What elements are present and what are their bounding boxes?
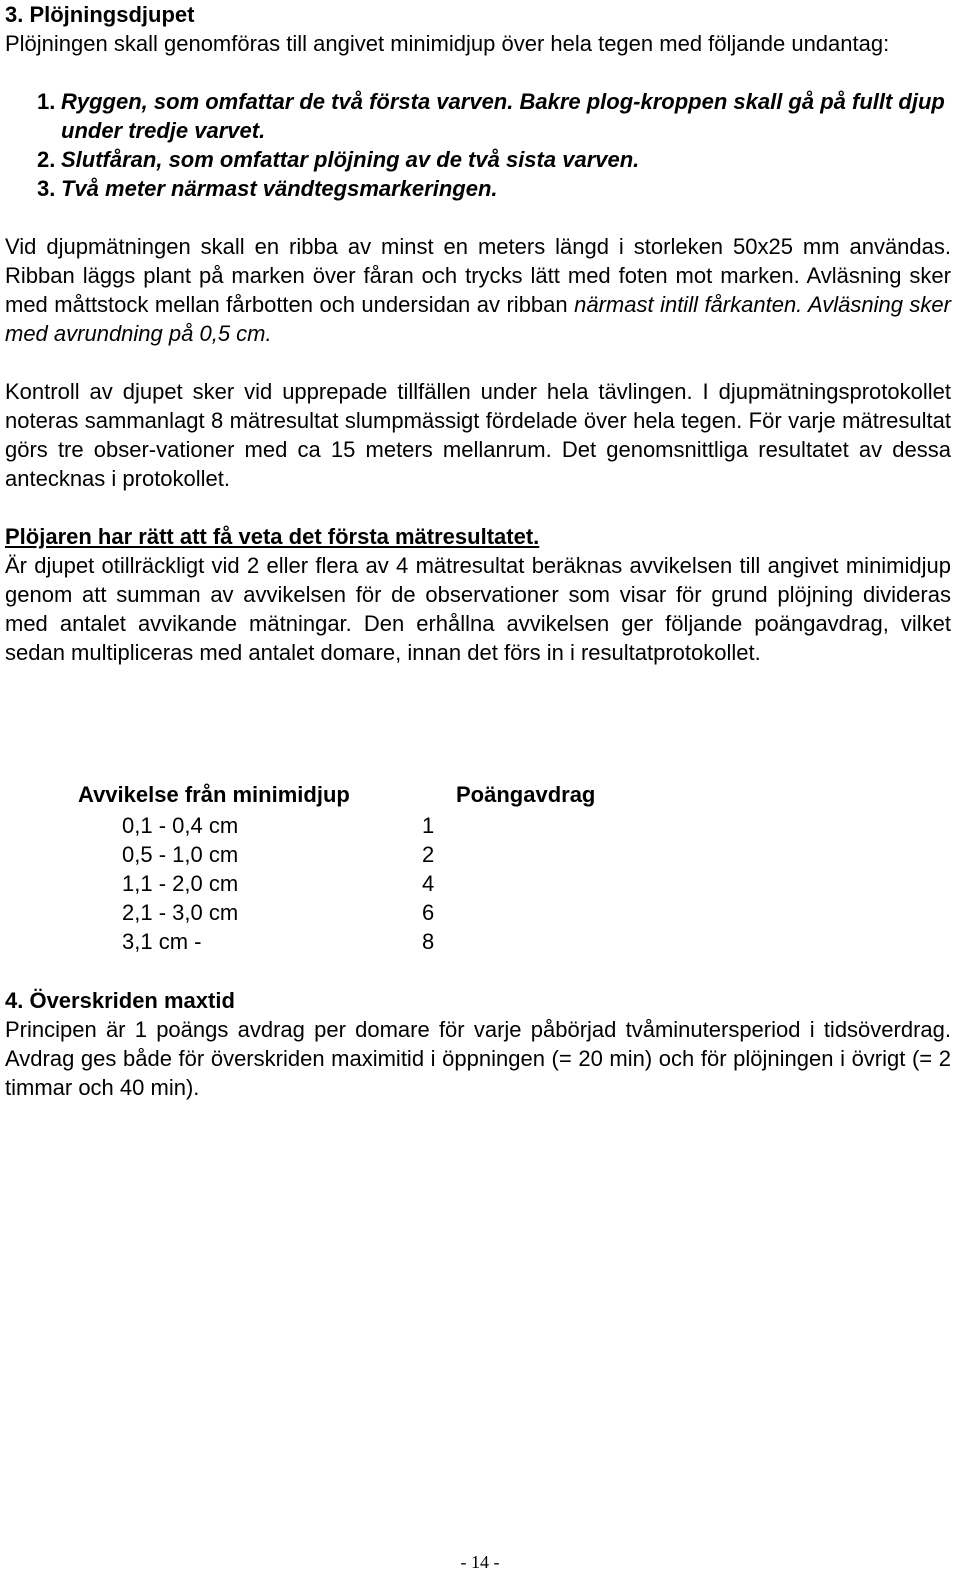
list-item: 2. Slutfåran, som omfattar plöjning av de två sista varven. (37, 147, 640, 172)
measure-rounding-text: närmast intill fårkanten. Avläsning sker med avrundning på 0,5 cm. (5, 292, 951, 346)
section-3-heading: 3. Plöjningsdjupet (5, 2, 195, 27)
deviation-paragraph: Är djupet otillräckligt vid 2 eller flera av 4 mätresultat beräknas avvikelsen till angivet minimidjup genom att summan av avvikelsen för de observationer som visar för grund plöjning divideras med antalet avvikande mätningar. Den erhållna avvikelsen ger följande poängavdrag, vilket sedan multipliceras med antalet domare, innan det förs in i resultatprotokollet. (5, 553, 951, 665)
control-paragraph: Kontroll av djupet sker vid upprepade tillfällen under hela tävlingen. I djupmätningsprotokollet noteras sammanlagt 8 mätresultat slumpmässigt fördelade över hela tegen. För varje mätresultat görs tre obser-vationer med ca 15 meters mellanrum. Det genomsnittliga resultatet av dessa antecknas i protokollet. (5, 379, 951, 491)
section-4-text: Principen är 1 poängs avdrag per domare för varje påbörjad tvåminutersperiod i tidsöverdrag. Avdrag ges både för överskriden maximitid i öppningen (= 20 min) och för plöjningen i övrigt (= 2 timmar och 40 min). (5, 1017, 951, 1100)
measure-paragraph: Vid djupmätningen skall en ribba av minst en meters längd i storleken 50x25 mm användas. Ribban läggs plant på marken över fåran och trycks lätt med foten mot marken. Avläsning sker med måttstock mellan fårbotten och undersidan av ribban närmast intill fårkanten. Avläsning sker med avrundning på 0,5 cm. (5, 234, 951, 346)
section-3 (5, 0, 951, 667)
table-header: Avvikelse från minimidjup Poängavdrag (78, 782, 596, 807)
table-row: 2,1 - 3,0 cm 6 (122, 900, 435, 925)
list-item: 3. Två meter närmast vändtegsmarkeringen. (37, 176, 498, 201)
section-4-heading: 4. Överskriden maxtid (5, 988, 235, 1013)
page-number: - 14 - (460, 1552, 500, 1572)
section-3-intro: Plöjningen skall genomföras till angivet minimidjup över hela tegen med följande undantag: (5, 31, 890, 56)
right-to-know-note: Plöjaren har rätt att få veta det första mätresultatet. (5, 524, 540, 549)
table-row: 0,1 - 0,4 cm 1 (122, 813, 435, 838)
exception-list (5, 87, 951, 203)
table-row: 3,1 cm - 8 (122, 929, 435, 954)
table-row: 0,5 - 1,0 cm 2 (122, 842, 435, 867)
deduction-table (78, 779, 678, 956)
list-item: 1. Ryggen, som omfattar de två första varven. Bakre plog-kroppen skall gå på fullt djup under tredje varvet. (37, 89, 945, 143)
table-row: 1,1 - 2,0 cm 4 (122, 871, 435, 896)
section-4 (5, 986, 951, 1102)
